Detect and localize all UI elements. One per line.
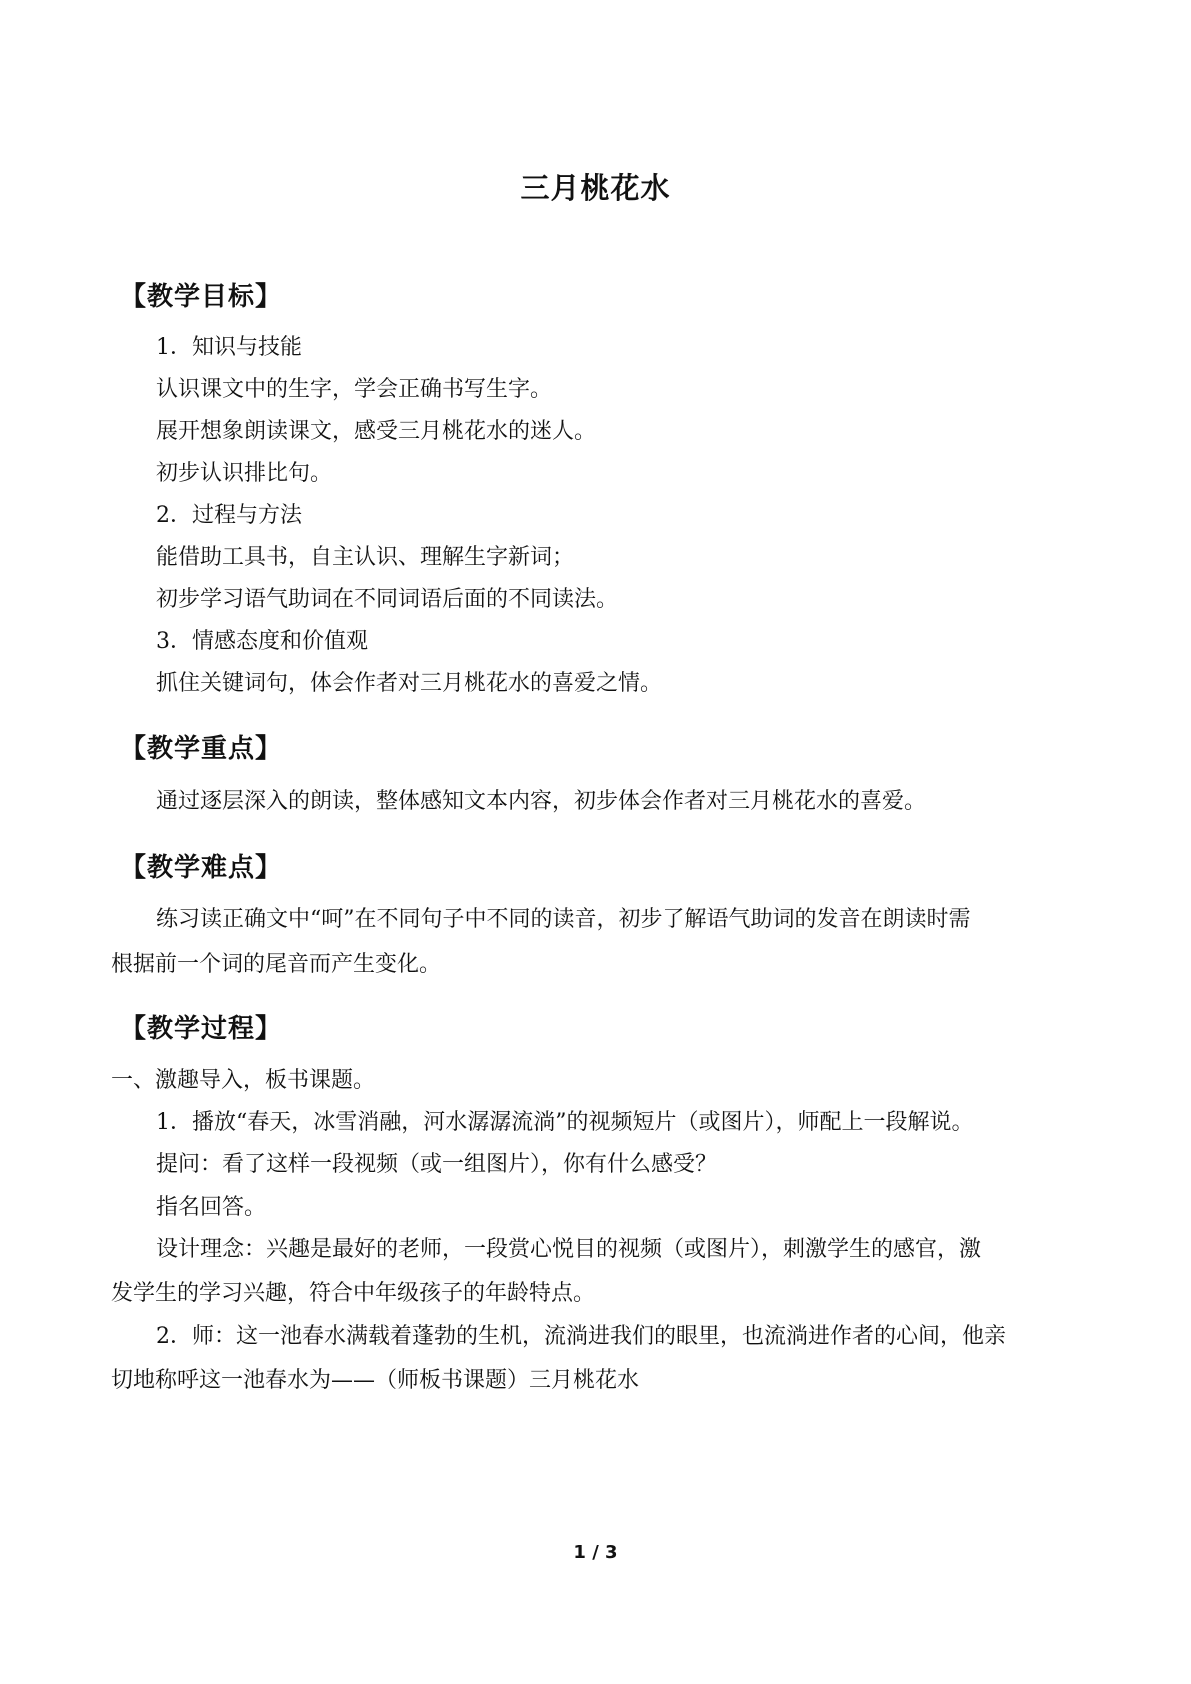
process-line: 发学生的学习兴趣，符合中年级孩子的年龄特点。 (111, 1281, 596, 1306)
objective-line: 初步认识排比句。 (156, 461, 333, 486)
section-heading-objectives: 【教学目标】 (120, 282, 283, 312)
page-number: 1 / 3 (573, 1542, 618, 1563)
difficulty-line: 练习读正确文中“呵”在不同句子中不同的读音，初步了解语气助词的发音在朗读时需 (156, 907, 971, 932)
objective-line: 抓住关键词句，体会作者对三月桃花水的喜爱之情。 (156, 671, 663, 696)
document-title: 三月桃花水 (520, 171, 671, 205)
objective-line: 初步学习语气助词在不同词语后面的不同读法。 (156, 587, 619, 612)
section-heading-key-points: 【教学重点】 (120, 734, 283, 764)
process-line: 设计理念：兴趣是最好的老师，一段赏心悦目的视频（或图片），刺激学生的感官，激 (156, 1237, 982, 1262)
process-line: 2．师：这一池春水满载着蓬勃的生机，流淌进我们的眼里，也流淌进作者的心间，他亲 (156, 1324, 1006, 1349)
process-line: 一、激趣导入，板书课题。 (111, 1068, 376, 1093)
objective-line: 2．过程与方法 (156, 503, 302, 528)
objective-line: 1．知识与技能 (156, 335, 302, 360)
objective-line: 能借助工具书，自主认识、理解生字新词； (156, 545, 575, 570)
process-line: 提问：看了这样一段视频（或一组图片），你有什么感受？ (156, 1152, 718, 1177)
difficulty-line: 根据前一个词的尾音而产生变化。 (111, 952, 442, 977)
process-line: 1．播放“春天，冰雪消融，河水潺潺流淌”的视频短片（或图片），师配上一段解说。 (156, 1110, 974, 1135)
objective-line: 3．情感态度和价值观 (156, 629, 368, 654)
objective-line: 认识课文中的生字，学会正确书写生字。 (156, 377, 553, 402)
key-point-line: 通过逐层深入的朗读，整体感知文本内容，初步体会作者对三月桃花水的喜爱。 (156, 789, 927, 814)
section-heading-difficulties: 【教学难点】 (120, 853, 283, 883)
process-line: 指名回答。 (156, 1195, 267, 1220)
section-heading-process: 【教学过程】 (120, 1014, 283, 1044)
objective-line: 展开想象朗读课文，感受三月桃花水的迷人。 (156, 419, 597, 444)
process-line: 切地称呼这一池春水为——（师板书课题）三月桃花水 (111, 1368, 640, 1393)
